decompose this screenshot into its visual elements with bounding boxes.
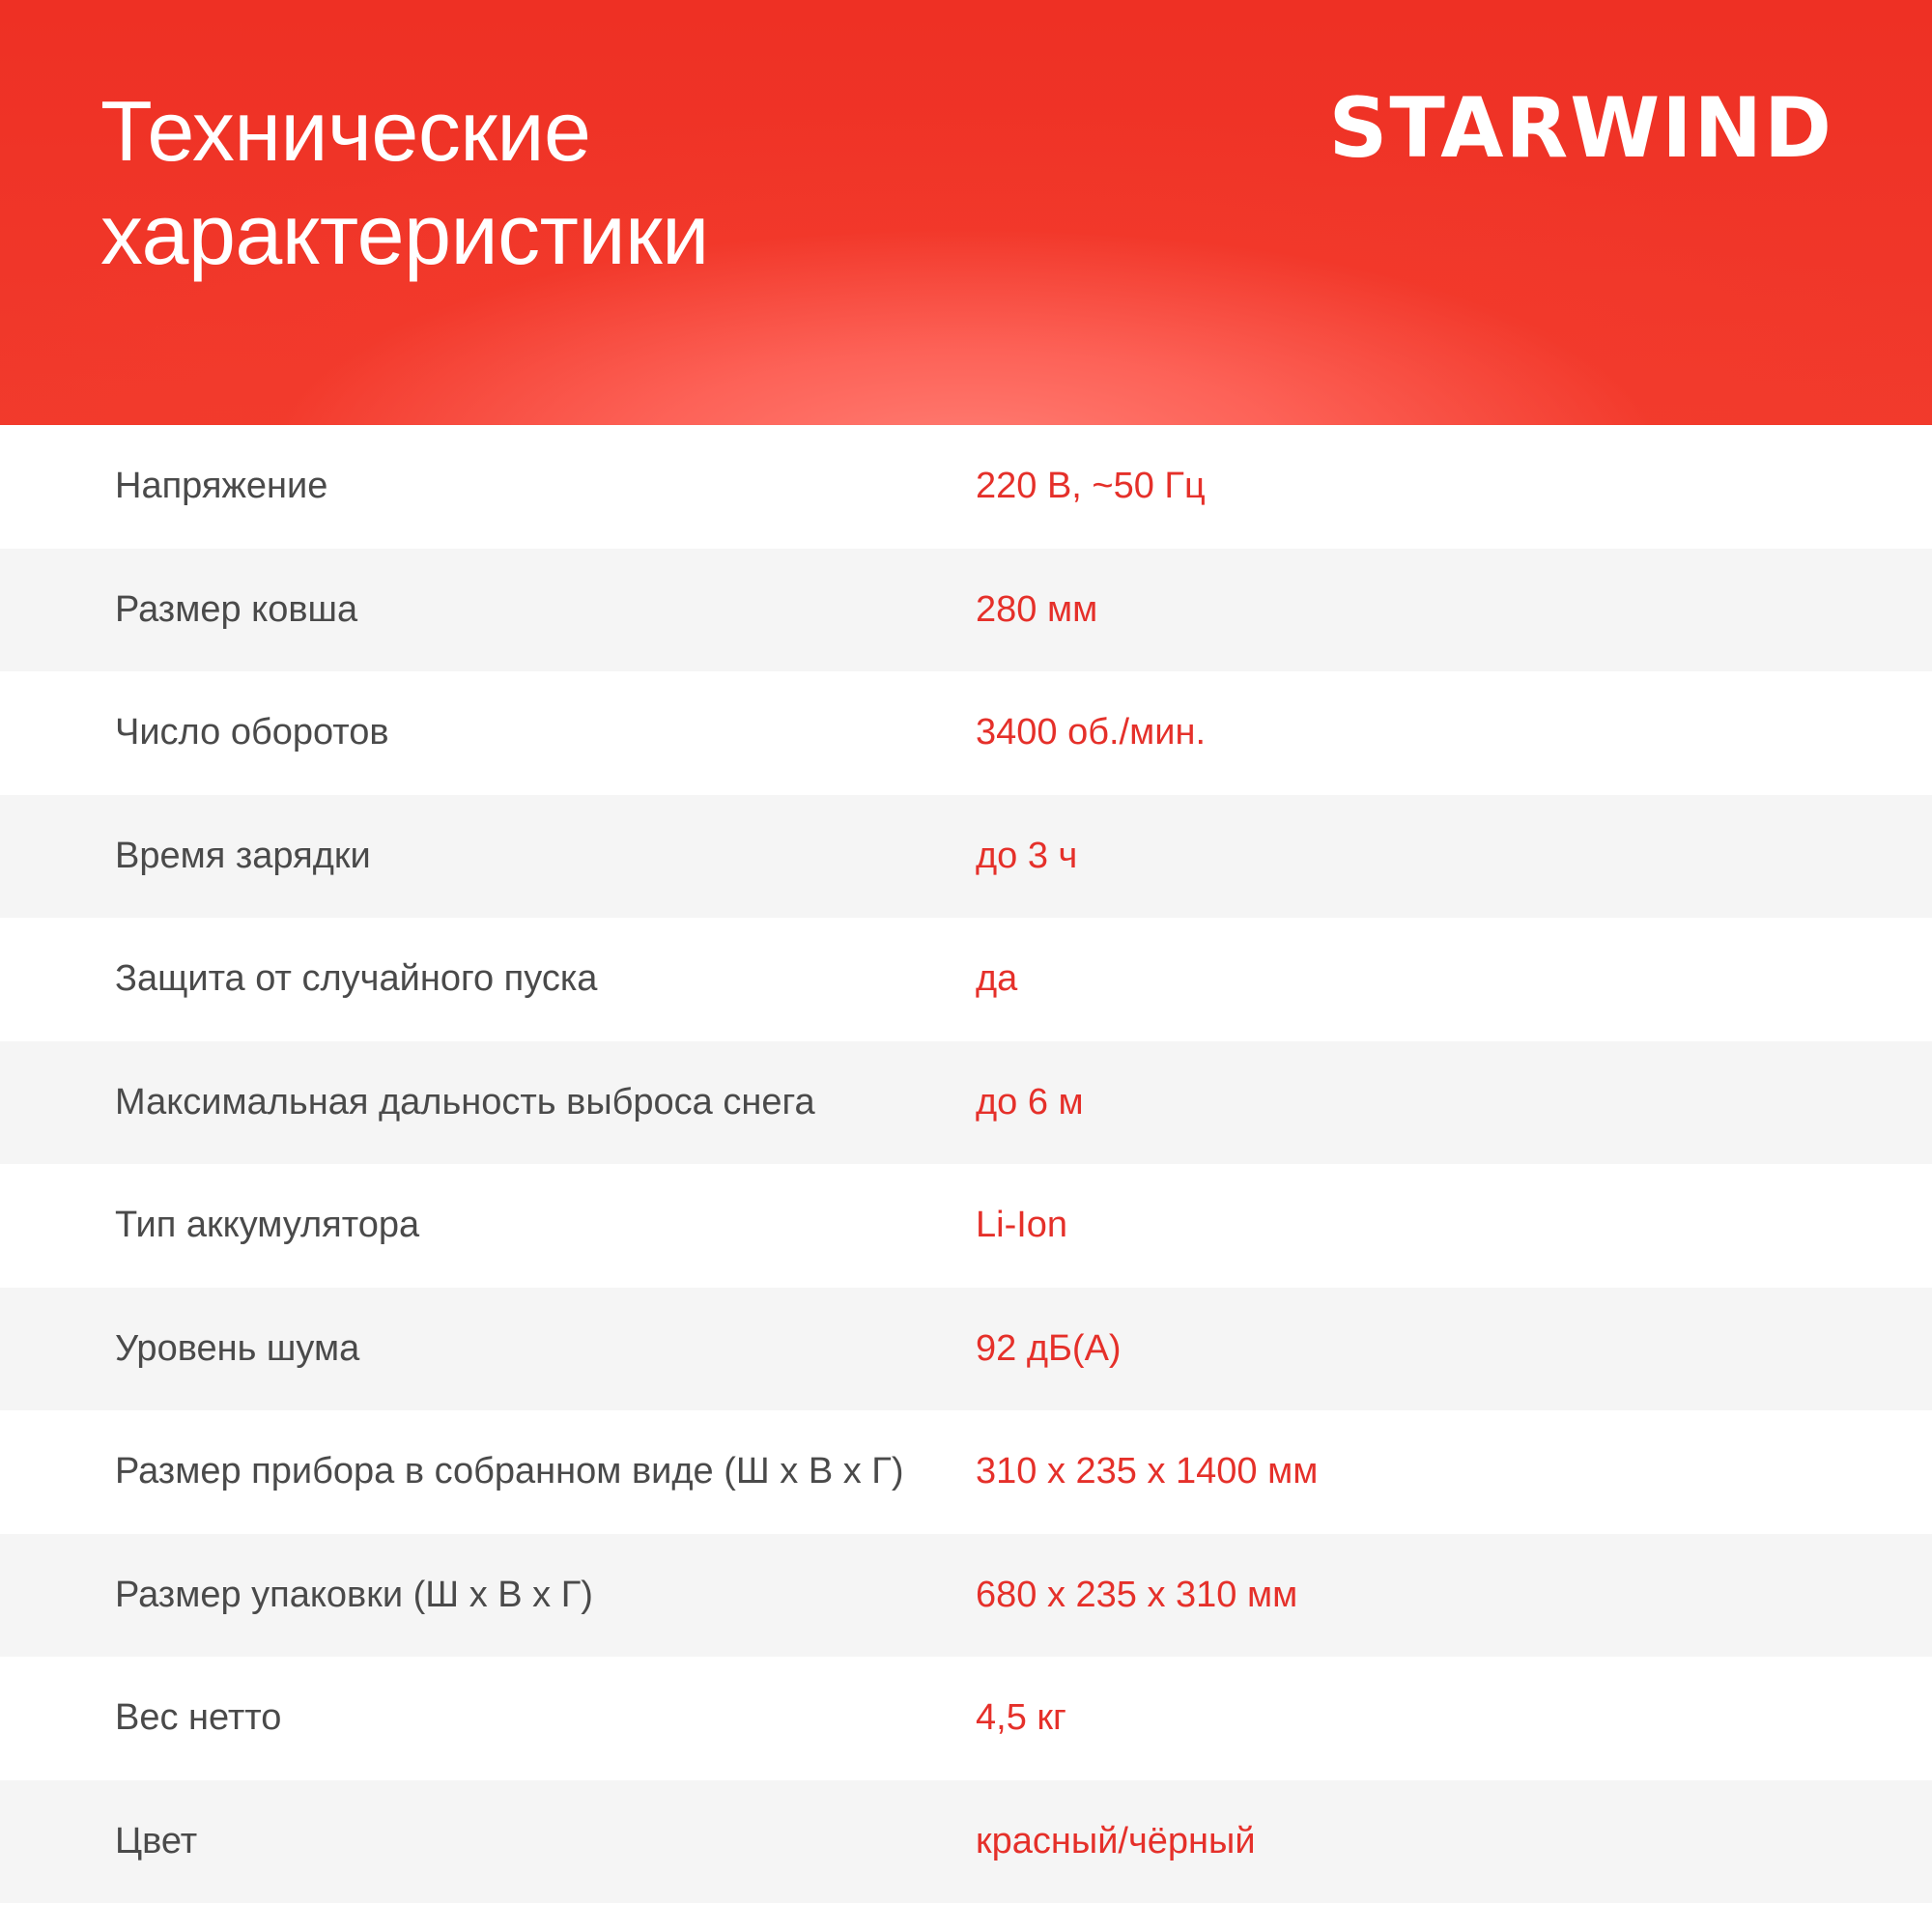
spec-row bbox=[0, 1041, 1932, 1165]
spec-label: Размер ковша bbox=[115, 588, 358, 630]
spec-row bbox=[0, 1657, 1932, 1780]
spec-value: красный/чёрный bbox=[976, 1820, 1256, 1861]
spec-value: 92 дБ(А) bbox=[976, 1327, 1122, 1369]
spec-value: 3400 об./мин. bbox=[976, 712, 1207, 753]
spec-row bbox=[0, 1534, 1932, 1658]
spec-value: Li-Ion bbox=[976, 1205, 1068, 1245]
spec-label: Максимальная дальность выброса снега bbox=[115, 1081, 815, 1122]
brand-logo: STARWIND bbox=[1328, 80, 1833, 177]
spec-value: да bbox=[976, 958, 1018, 999]
spec-value: 220 В, ~50 Гц bbox=[976, 466, 1206, 506]
spec-row bbox=[0, 671, 1932, 795]
spec-label: Вес нетто bbox=[115, 1697, 282, 1738]
spec-label: Напряжение bbox=[115, 466, 328, 506]
spec-label: Размер прибора в собранном виде (Ш х В х Г) bbox=[115, 1451, 904, 1492]
page-title: Технические характеристики bbox=[100, 83, 709, 282]
spec-row bbox=[0, 1410, 1932, 1534]
spec-row bbox=[0, 549, 1932, 672]
spec-row bbox=[0, 1780, 1932, 1904]
spec-table bbox=[0, 425, 1932, 1932]
spec-value: 280 мм bbox=[976, 588, 1098, 630]
spec-label: Размер упаковки (Ш х В х Г) bbox=[115, 1574, 593, 1615]
spec-label: Защита от случайного пуска bbox=[115, 958, 598, 999]
spec-label: Число оборотов bbox=[115, 712, 389, 753]
spec-value: до 3 ч bbox=[976, 835, 1078, 876]
header-banner bbox=[0, 0, 1932, 425]
spec-value: 4,5 кг bbox=[976, 1697, 1066, 1738]
spec-row bbox=[0, 425, 1932, 549]
spec-row bbox=[0, 1288, 1932, 1411]
spec-value: 310 х 235 х 1400 мм bbox=[976, 1451, 1319, 1492]
spec-label: Время зарядки bbox=[115, 835, 371, 876]
spec-row bbox=[0, 795, 1932, 919]
spec-row bbox=[0, 918, 1932, 1041]
spec-label: Цвет bbox=[115, 1820, 198, 1861]
spec-value: 680 х 235 х 310 мм bbox=[976, 1574, 1298, 1615]
spec-value: до 6 м bbox=[976, 1081, 1084, 1122]
spec-label: Тип аккумулятора bbox=[115, 1205, 420, 1245]
spec-label: Уровень шума bbox=[115, 1327, 360, 1369]
spec-row bbox=[0, 1164, 1932, 1288]
